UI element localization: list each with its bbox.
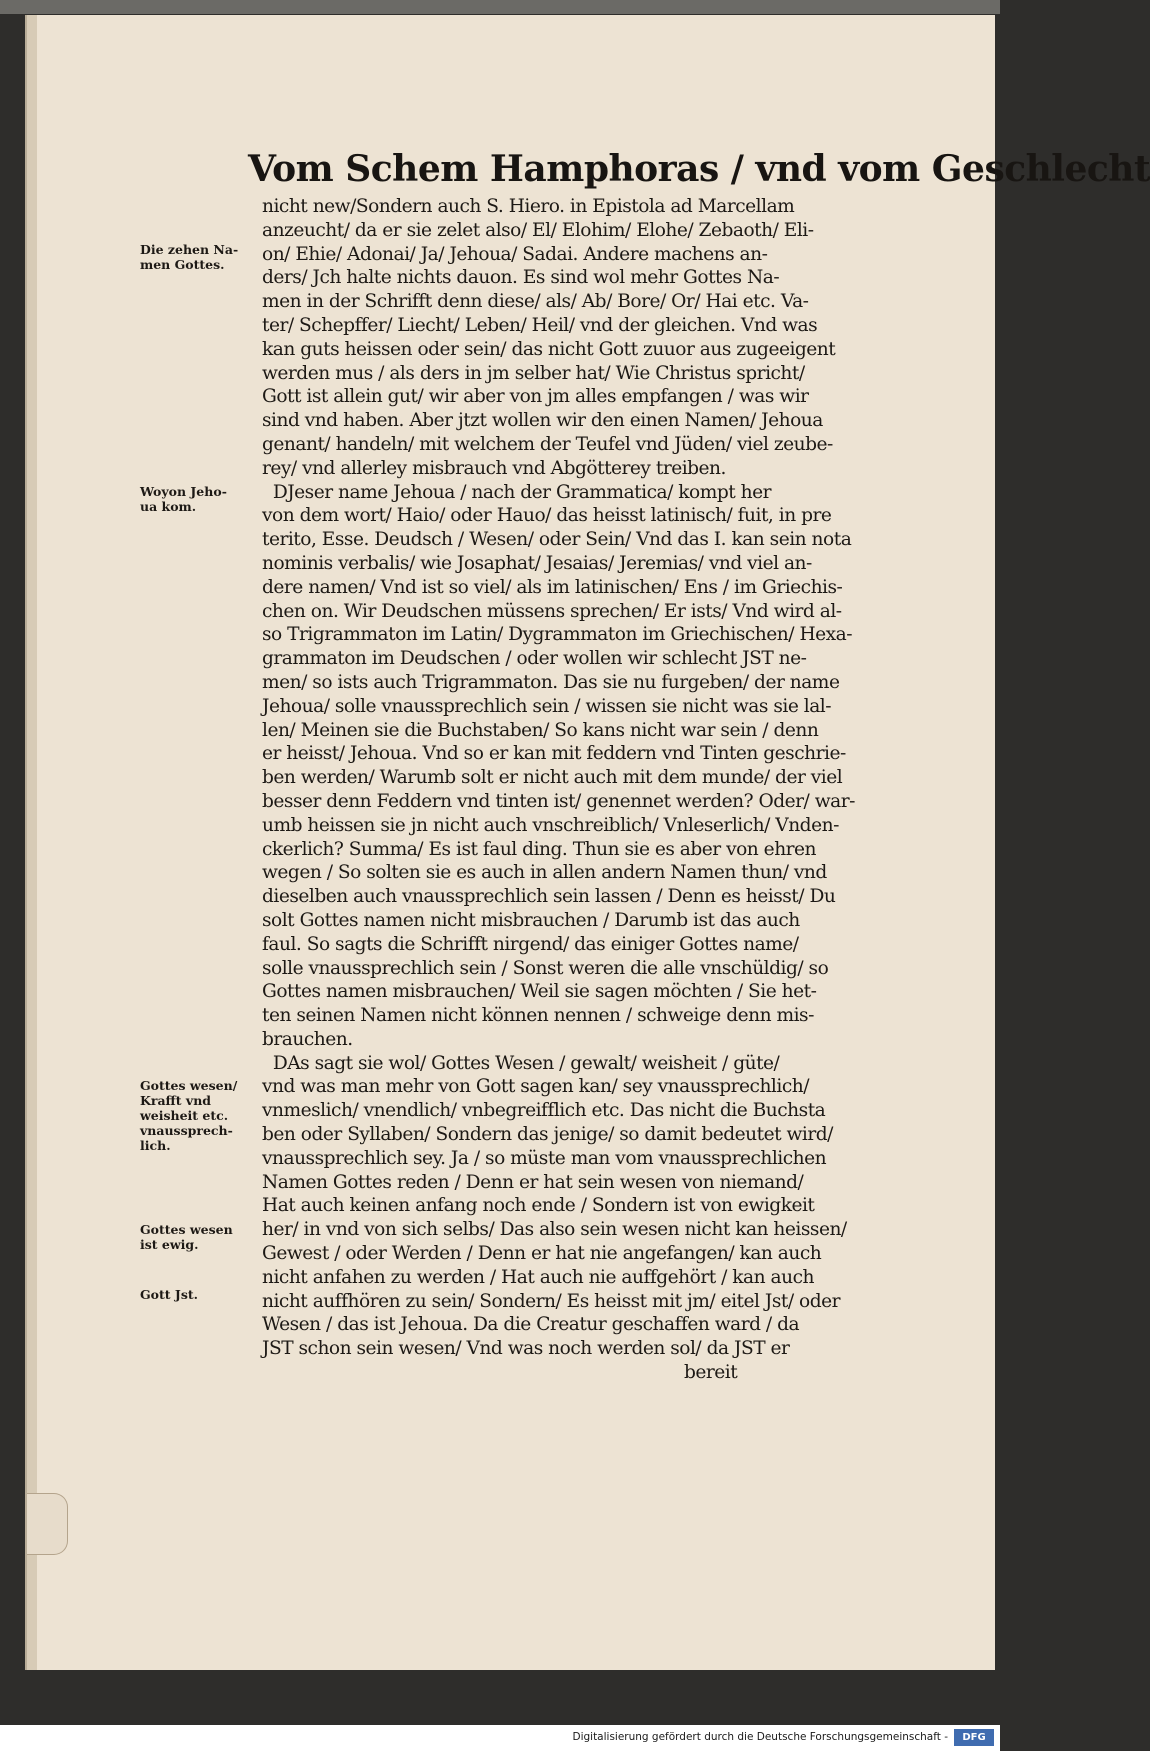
body-line: ten seinen Namen nicht können nennen / schweige denn mis- xyxy=(262,1005,814,1027)
body-line: on/ Ehie/ Adonai/ Ja/ Jehoua/ Sadai. Andere machens an- xyxy=(262,243,768,265)
body-line: anzeucht/ da er sie zelet also/ El/ Elohim/ Elohe/ Zebaoth/ Eli- xyxy=(262,219,814,241)
body-line: bereit xyxy=(262,1362,738,1384)
body-line: nicht auffhören zu sein/ Sondern/ Es heisst mit jm/ eitel Jst/ oder xyxy=(262,1290,841,1312)
body-line: sind vnd haben. Aber jtzt wollen wir den einen Namen/ Jehoua xyxy=(262,410,823,432)
body-line: men/ so ists auch Trigrammaton. Das sie nu furgeben/ der name xyxy=(262,671,840,693)
body-line: nicht anfahen zu werden / Hat auch nie auffgehört / kan auch xyxy=(262,1266,814,1288)
body-line: Gottes namen misbrauchen/ Weil sie sagen möchten / Sie het- xyxy=(262,981,817,1003)
dfg-logo: DFG xyxy=(954,1729,994,1746)
body-text xyxy=(262,195,922,1415)
body-line: chen on. Wir Deudschen müssens sprechen/ Er ists/ Vnd wird al- xyxy=(262,600,842,622)
body-line: umb heissen sie jn nicht auch vnschreiblich/ Vnleserlich/ Vnden- xyxy=(262,814,839,836)
body-line: Gott ist allein gut/ wir aber von jm alles empfangen / was wir xyxy=(262,386,809,408)
margin-note-zehen-namen: Die zehen Na- men Gottes. xyxy=(140,242,239,272)
body-line: grammaton im Deudschen / oder wollen wir schlecht JST ne- xyxy=(262,648,807,670)
running-head: Vom Schem Hamphoras / vnd vom Geschlecht xyxy=(248,148,1150,190)
body-line: er heisst/ Jehoua. Vnd so er kan mit feddern vnd Tinten geschrie- xyxy=(262,743,846,765)
body-line: DJeser name Jehoua / nach der Grammatica/ kompt her xyxy=(262,481,771,503)
body-line: her/ in vnd von sich selbs/ Das also sein wesen nicht kan heissen/ xyxy=(262,1219,847,1241)
body-line: faul. So sagts die Schrifft nirgend/ das einiger Gottes name/ xyxy=(262,933,799,955)
page-tab-mark xyxy=(27,1493,68,1555)
body-line: nominis verbalis/ wie Josaphat/ Jesaias/ Jeremias/ vnd viel an- xyxy=(262,552,812,574)
body-line: Hat auch keinen anfang noch ende / Sondern ist von ewigkeit xyxy=(262,1195,815,1217)
body-line: ter/ Schepffer/ Liecht/ Leben/ Heil/ vnd der gleichen. Vnd was xyxy=(262,314,818,336)
body-line: wegen / So solten sie es auch in allen andern Namen thun/ vnd xyxy=(262,862,827,884)
body-line: ders/ Jch halte nichts dauon. Es sind wol mehr Gottes Na- xyxy=(262,267,780,289)
body-line: Namen Gottes reden / Denn er hat sein wesen von niemand/ xyxy=(262,1171,804,1193)
footer-bar xyxy=(0,1725,1000,1751)
body-line: JST schon sein wesen/ Vnd was noch werden sol/ da JST er xyxy=(262,1338,790,1360)
body-line: so Trigrammaton im Latin/ Dygrammaton im Griechischen/ Hexa- xyxy=(262,624,853,646)
margin-note-woyon-jehoua: Woyon Jeho- ua kom. xyxy=(140,484,227,514)
body-line: vnd was man mehr von Gott sagen kan/ sey vnaussprechlich/ xyxy=(262,1076,809,1098)
body-line: von dem wort/ Haio/ oder Hauo/ das heisst latinisch/ fuit, in pre xyxy=(262,505,832,527)
body-line: solle vnaussprechlich sein / Sonst weren die alle vnschüldig/ so xyxy=(262,957,829,979)
page-gutter-shadow xyxy=(27,15,37,1670)
body-line: vnaussprechlich sey. Ja / so müste man vom vnaussprechlichen xyxy=(262,1147,827,1169)
body-line: solt Gottes namen nicht misbrauchen / Darumb ist das auch xyxy=(262,909,800,931)
body-line: nicht new/Sondern auch S. Hiero. in Epistola ad Marcellam xyxy=(262,196,795,217)
body-line: kan guts heissen oder sein/ das nicht Gott zuuor aus zugeeigent xyxy=(262,338,836,360)
body-line: vnmeslich/ vnendlich/ vnbegreifflich etc. Das nicht die Buchsta xyxy=(262,1100,826,1122)
body-line: dere namen/ Vnd ist so viel/ als im latinischen/ Ens / im Griechis- xyxy=(262,576,843,598)
margin-note-gott-jst: Gott Jst. xyxy=(140,1287,198,1302)
body-line: Jehoua/ solle vnaussprechlich sein / wissen sie nicht was sie lal- xyxy=(262,695,832,717)
body-line: brauchen. xyxy=(262,1028,353,1050)
body-line: DAs sagt sie wol/ Gottes Wesen / gewalt/ weisheit / güte/ xyxy=(262,1052,780,1074)
body-line: terito, Esse. Deudsch / Wesen/ oder Sein/ Vnd das I. kan sein nota xyxy=(262,529,852,551)
body-line: rey/ vnd allerley misbrauch vnd Abgötterey treiben. xyxy=(262,457,726,479)
scan-top-edge xyxy=(0,0,1000,14)
body-line: men in der Schrifft denn diese/ als/ Ab/ Bore/ Or/ Hai etc. Va- xyxy=(262,291,809,313)
body-line: genant/ handeln/ mit welchem der Teufel vnd Jüden/ viel zeube- xyxy=(262,433,833,455)
body-line: len/ Meinen sie die Buchstaben/ So kans nicht war sein / denn xyxy=(262,719,819,741)
body-line: Wesen / das ist Jehoua. Da die Creatur geschaffen ward / da xyxy=(262,1314,800,1336)
body-line: besser denn Feddern vnd tinten ist/ genennet werden? Oder/ war- xyxy=(262,790,855,812)
body-line: ckerlich? Summa/ Es ist faul ding. Thun sie es aber von ehren xyxy=(262,838,817,860)
margin-note-gottes-wesen: Gottes wesen/ Krafft vnd weisheit etc. vnaussprech- lich. xyxy=(140,1078,238,1153)
body-line: ben oder Syllaben/ Sondern das jenige/ so damit bedeutet wird/ xyxy=(262,1124,833,1146)
footer-credit: Digitalisierung gefördert durch die Deutsche Forschungsgemeinschaft - xyxy=(572,1731,948,1743)
body-line: werden mus / als ders in jm selber hat/ Wie Christus spricht/ xyxy=(262,362,805,384)
body-line: Gewest / oder Werden / Denn er hat nie angefangen/ kan auch xyxy=(262,1243,822,1265)
body-line: dieselben auch vnaussprechlich sein lassen / Denn es heisst/ Du xyxy=(262,886,836,908)
body-line: ben werden/ Warumb solt er nicht auch mit dem munde/ der viel xyxy=(262,767,843,789)
margin-note-wesen-ewig: Gottes wesen ist ewig. xyxy=(140,1222,233,1252)
